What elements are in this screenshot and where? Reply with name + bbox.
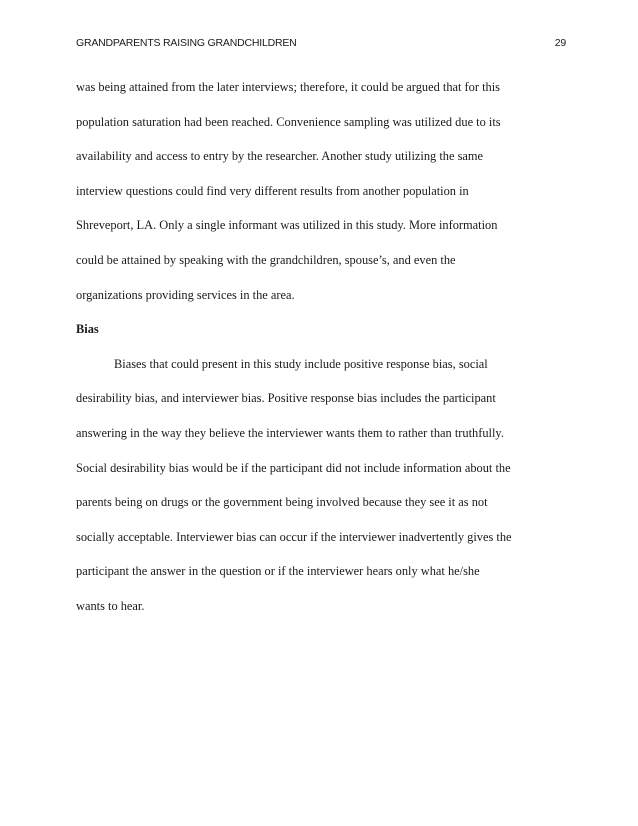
- text-line: was being attained from the later interviews; therefore, it could be argued that for this: [76, 80, 501, 94]
- text-line: interview questions could find very different results from another population in: [76, 183, 469, 198]
- text-line: could be attained by speaking with the grandchildren, spouse’s, and even the: [76, 252, 456, 267]
- text-line: parents being on drugs or the government being involved because they see it as not: [76, 495, 488, 510]
- text-line: Shreveport, LA. Only a single informant was utilized in this study. More information: [76, 218, 498, 233]
- paragraph-methods: [76, 70, 576, 312]
- text-line: desirability bias, and interviewer bias. Positive response bias includes the participant: [76, 391, 496, 406]
- text-line: participant the answer in the question or if the interviewer hears only what he/she: [76, 564, 480, 579]
- text-line: wants to hear.: [76, 598, 145, 613]
- text-line: organizations providing services in the area.: [76, 287, 295, 302]
- text-line: Biases that could present in this study include positive response bias, social: [114, 356, 488, 371]
- page-header: [76, 37, 566, 49]
- page-number: 29: [554, 37, 566, 49]
- text-line: availability and access to entry by the researcher. Another study utilizing the same: [76, 149, 484, 164]
- text-line: answering in the way they believe the interviewer wants them to rather than truthfully.: [76, 425, 504, 440]
- paragraph-bias: [76, 347, 576, 624]
- text-line: Social desirability bias would be if the participant did not include information about the: [76, 460, 511, 475]
- text-line: population saturation had been reached. Convenience sampling was utilized due to its: [76, 114, 501, 129]
- running-head: GRANDPARENTS RAISING GRANDCHILDREN: [76, 37, 297, 49]
- section-heading-bias: Bias: [76, 322, 99, 337]
- body-text: [76, 70, 576, 624]
- text-line: socially acceptable. Interviewer bias can occur if the interviewer inadvertently gives the: [76, 529, 512, 544]
